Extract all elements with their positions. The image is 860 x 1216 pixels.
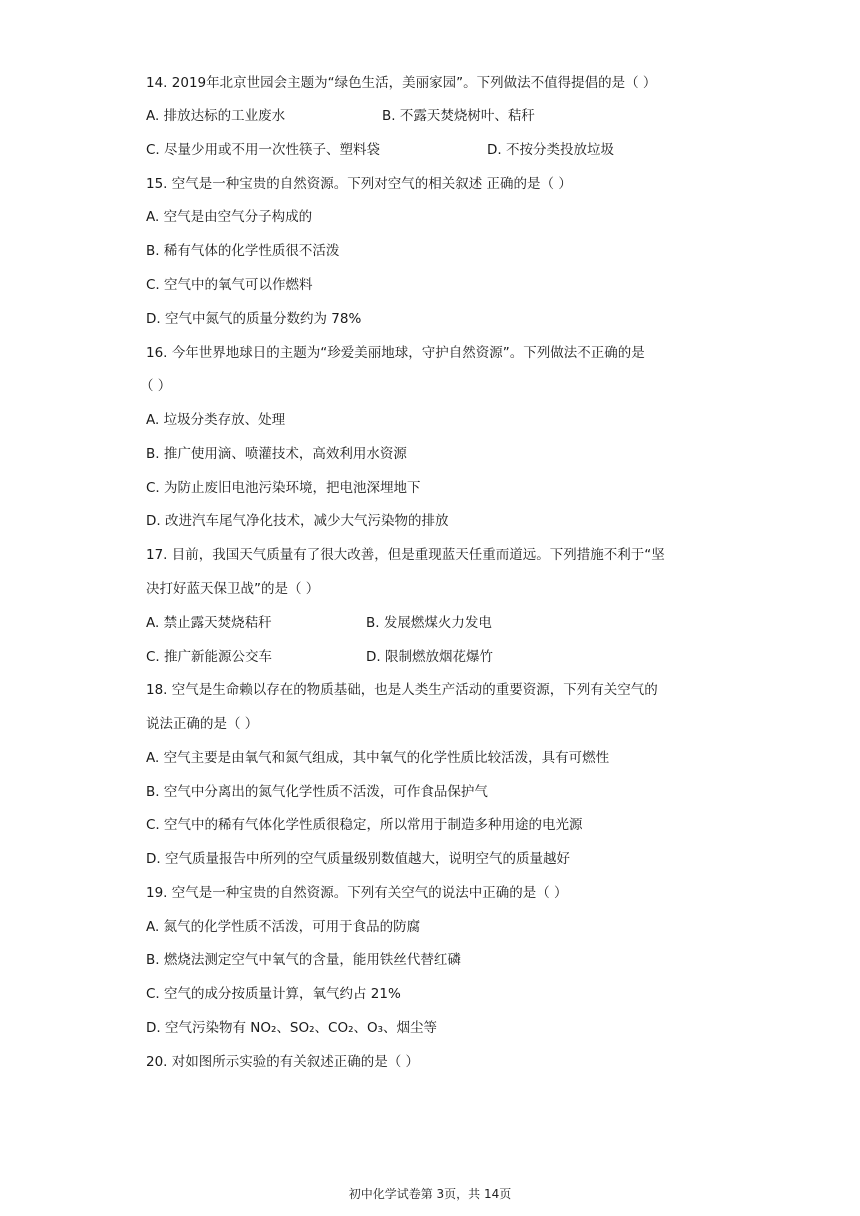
question-16-option-d: D. 改进汽车尾气净化技术，减少大气污染物的排放 [146, 513, 449, 529]
question-14-option-b: B. 不露天焚烧树叶、秸秆 [382, 108, 535, 124]
question-16-option-c: C. 为防止废旧电池污染环境，把电池深埋地下 [146, 480, 421, 496]
question-19-option-a: A. 氮气的化学性质不活泼，可用于食品的防腐 [146, 919, 421, 935]
question-14-option-c: C. 尽量少用或不用一次性筷子、塑料袋 [146, 142, 381, 158]
question-19-stem: 19. 空气是一种宝贵的自然资源。下列有关空气的说法中正确的是（ ） [146, 885, 568, 901]
question-14-option-d: D. 不按分类投放垃圾 [487, 142, 614, 158]
question-19-option-c: C. 空气的成分按质量计算，氧气约占 21% [146, 986, 401, 1002]
question-18-option-d: D. 空气质量报告中所列的空气质量级别数值越大，说明空气的质量越好 [146, 851, 570, 867]
question-16-option-b: B. 推广使用滴、喷灌技术，高效利用水资源 [146, 446, 407, 462]
question-17-option-d: D. 限制燃放烟花爆竹 [366, 649, 493, 665]
question-14-stem: 14. 2019年北京世园会主题为“绿色生活，美丽家园”。下列做法不值得提倡的是（ ） [146, 75, 657, 91]
question-18-stem: 18. 空气是生命赖以存在的物质基础，也是人类生产活动的重要资源，下列有关空气的 [146, 682, 658, 698]
question-14-option-a: A. 排放达标的工业废水 [146, 108, 286, 124]
question-15-option-a: A. 空气是由空气分子构成的 [146, 209, 313, 225]
page-footer: 初中化学试卷第 3页，共 14页 [348, 1187, 512, 1201]
question-16-option-a: A. 垃圾分类存放、处理 [146, 412, 286, 428]
question-17-option-a: A. 禁止露天焚烧秸秆 [146, 615, 272, 631]
question-18-option-a: A. 空气主要是由氧气和氮气组成，其中氧气的化学性质比较活泼，具有可燃性 [146, 750, 610, 766]
question-18-option-c: C. 空气中的稀有气体化学性质很稳定，所以常用于制造多种用途的电光源 [146, 817, 583, 833]
question-20-stem: 20. 对如图所示实验的有关叙述正确的是（ ） [146, 1054, 420, 1070]
question-17-stem-cont: 决打好蓝天保卫战”的是（ ） [146, 581, 320, 597]
question-15-stem: 15. 空气是一种宝贵的自然资源。下列对空气的相关叙述 正确的是（ ） [146, 176, 572, 192]
question-17-option-b: B. 发展燃煤火力发电 [366, 615, 492, 631]
question-16-stem-cont: （ ） [140, 378, 172, 394]
question-17-stem: 17. 目前，我国天气质量有了很大改善，但是重现蓝天任重而道远。下列措施不利于“坚 [146, 547, 665, 563]
question-19-option-d: D. 空气污染物有 NO₂、SO₂、CO₂、O₃、烟尘等 [146, 1020, 438, 1036]
question-15-option-d: D. 空气中氮气的质量分数约为 78% [146, 311, 362, 327]
question-15-option-c: C. 空气中的氧气可以作燃料 [146, 277, 313, 293]
question-15-option-b: B. 稀有气体的化学性质很不活泼 [146, 243, 340, 259]
question-17-option-c: C. 推广新能源公交车 [146, 649, 273, 665]
question-16-stem: 16. 今年世界地球日的主题为“珍爱美丽地球，守护自然资源”。下列做法不正确的是 [146, 345, 645, 361]
question-19-option-b: B. 燃烧法测定空气中氧气的含量，能用铁丝代替红磷 [146, 952, 461, 968]
question-18-stem-cont: 说法正确的是（ ） [146, 716, 259, 732]
question-18-option-b: B. 空气中分离出的氮气化学性质不活泼，可作食品保护气 [146, 784, 488, 800]
